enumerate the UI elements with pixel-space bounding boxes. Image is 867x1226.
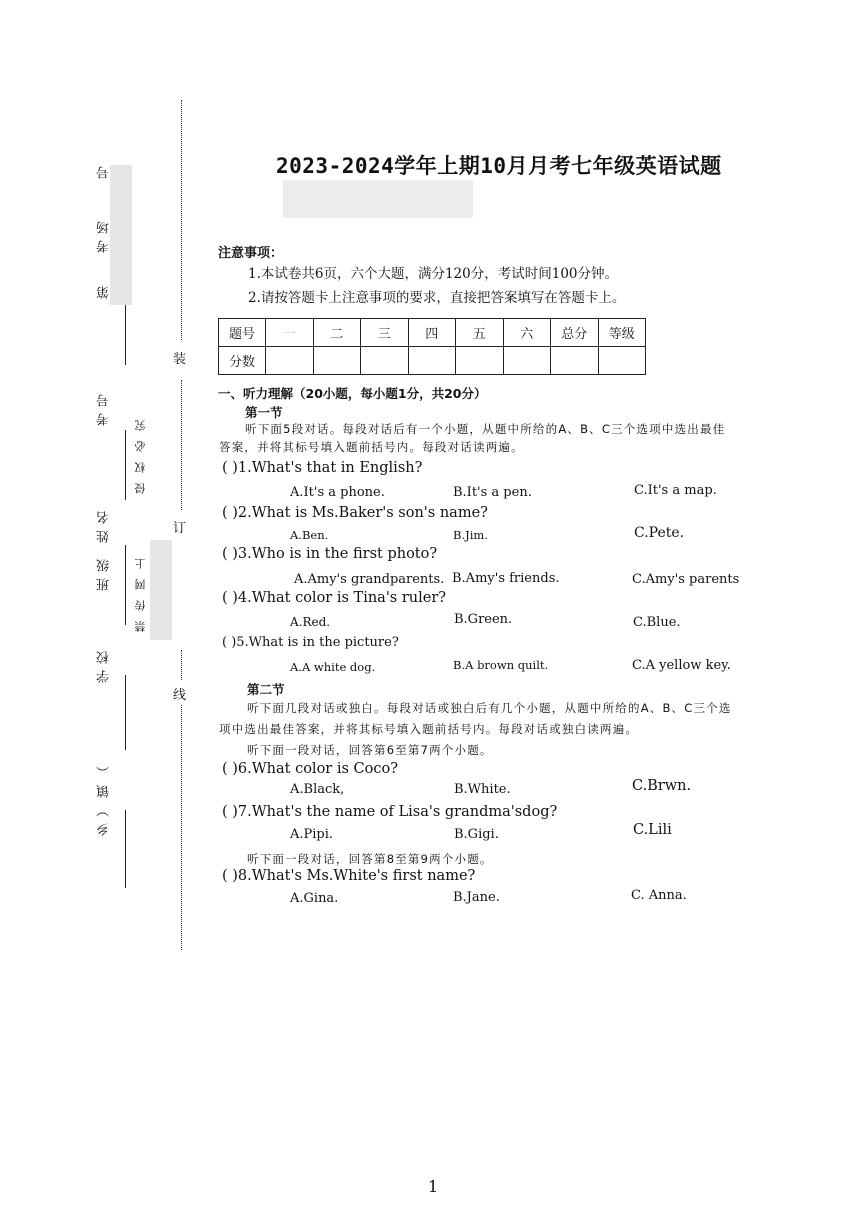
- part-1-instruction-1: 听下面5段对话。每段对话后有一个小题，从题中所给的A、B、C三个选项中选出最佳: [245, 422, 726, 436]
- di-label: 第: [97, 280, 112, 299]
- margin-rule-1: [125, 305, 126, 365]
- class-name-label: 班级 姓名: [97, 505, 112, 592]
- q8-option-a: A.Gina.: [290, 891, 339, 906]
- margin-redaction-2: [150, 540, 172, 640]
- question-3: ( )3.Who is in the first photo?: [222, 546, 438, 562]
- question-1: ( )1.What's that in English?: [222, 460, 423, 476]
- q6-option-a: A.Black,: [290, 782, 345, 797]
- score-cell: [361, 347, 409, 375]
- score-cell: [598, 347, 646, 375]
- q7-option-a: A.Pipi.: [290, 827, 334, 842]
- q5-option-a: A.A white dog.: [290, 660, 376, 674]
- warning-label-1: 侵权必究: [134, 410, 147, 494]
- q7-option-c: C.Lili: [633, 822, 672, 838]
- exam-room-label: 考场: [97, 215, 112, 253]
- section-1-heading: 一、听力理解（20小题，每小题1分，共20分）: [218, 386, 487, 401]
- score-cell: [408, 347, 456, 375]
- town-label: 乡）镇（: [97, 760, 112, 836]
- score-cell: [456, 347, 504, 375]
- q5-option-b: B.A brown quilt.: [453, 658, 549, 672]
- question-2: ( )2.What is Ms.Baker's son's name?: [222, 505, 488, 521]
- candidate-no-label: 考号: [97, 388, 112, 426]
- margin-rule-3: [125, 545, 126, 625]
- question-4: ( )4.What color is Tina's ruler?: [222, 590, 447, 606]
- zhuang-label: 装: [173, 352, 187, 367]
- q6-option-c: C.Brwn.: [632, 778, 692, 794]
- score-table-header-row: [219, 319, 646, 347]
- q1-option-c: C.It's a map.: [634, 483, 717, 498]
- q1-option-a: A.It's a phone.: [290, 485, 385, 500]
- question-8: ( )8.What's Ms.White's first name?: [222, 868, 476, 884]
- exam-no-label: 号: [97, 160, 112, 179]
- q6-option-b: B.White.: [454, 782, 511, 797]
- q3-option-b: B.Amy's friends.: [452, 571, 560, 586]
- binding-dotted-line-lower: [181, 650, 182, 680]
- margin-rule-2: [125, 430, 126, 500]
- ding-label: 订: [173, 521, 187, 536]
- q3-option-a: A.Amy's grandparents.: [294, 572, 445, 587]
- binding-dotted-line-bottom: [181, 705, 182, 950]
- score-header-cell: 题号: [219, 319, 266, 347]
- q2-option-b: B.Jim.: [453, 528, 488, 542]
- score-header-cell: 总分: [551, 319, 599, 347]
- part-1-instruction-2: 答案，并将其标号填入题前括号内。每段对话读两遍。: [219, 440, 524, 454]
- notes-heading: 注意事项：: [218, 246, 284, 261]
- score-header-text-1: 一: [282, 327, 296, 342]
- score-header-cell: 三: [361, 319, 409, 347]
- score-row-label: 分数: [219, 347, 266, 375]
- q7-option-b: B.Gigi.: [454, 827, 499, 842]
- q8-option-b: B.Jane.: [453, 890, 500, 905]
- question-7: ( )7.What's the name of Lisa's grandma'sdog?: [222, 804, 558, 820]
- score-cell: [313, 347, 361, 375]
- part-2-instruction-2: 项中选出最佳答案，并将其标号填入题前括号内。每段对话或独白读两遍。: [219, 722, 639, 736]
- margin-rule-5: [125, 810, 126, 888]
- part-2-heading: 第二节: [247, 682, 285, 697]
- xian-label: 线: [173, 688, 187, 703]
- score-header-cell: 四: [408, 319, 456, 347]
- page-title: 2023-2024学年上期10月月考七年级英语试题: [276, 154, 722, 178]
- question-6: ( )6.What color is Coco?: [222, 761, 398, 777]
- warning-label-2: 禁传网上: [134, 548, 147, 632]
- q8-option-c: C. Anna.: [631, 888, 687, 903]
- score-header-cell: 等级: [598, 319, 646, 347]
- binding-dotted-line-middle: [181, 380, 182, 510]
- q2-option-a: A.Ben.: [290, 528, 329, 542]
- part-1-heading: 第一节: [245, 405, 283, 420]
- q5-option-c: C.A yellow key.: [632, 658, 731, 673]
- score-cell: [503, 347, 551, 375]
- dialog-8-9-instruction: 听下面一段对话，回答第8至第9两个小题。: [247, 852, 493, 866]
- score-cell: [266, 347, 314, 375]
- score-table: [218, 318, 646, 375]
- question-5: ( )5.What is in the picture?: [222, 635, 399, 650]
- q2-option-c: C.Pete.: [634, 525, 685, 541]
- page-number: 1: [428, 1177, 439, 1196]
- score-header-cell: 五: [456, 319, 504, 347]
- margin-rule-4: [125, 675, 126, 750]
- blurred-subtitle: [283, 180, 473, 218]
- note-item-2: 2.请按答题卡上注意事项的要求，直接把答案填写在答题卡上。: [248, 290, 626, 306]
- binding-dotted-line-top: [181, 100, 182, 340]
- note-item-1: 1.本试卷共6页，六个大题，满分120分，考试时间100分钟。: [248, 266, 619, 282]
- q4-option-b: B.Green.: [454, 612, 513, 627]
- q1-option-b: B.It's a pen.: [453, 485, 532, 500]
- dialog-6-7-instruction: 听下面一段对话，回答第6至第7两个小题。: [247, 743, 493, 757]
- score-header-cell: [266, 319, 314, 347]
- score-header-cell: 六: [503, 319, 551, 347]
- q3-option-c: C.Amy's parents: [632, 572, 740, 587]
- part-2-instruction-1: 听下面几段对话或独白。每段对话或独白后有几个小题，从题中所给的A、B、C三个选: [247, 701, 732, 715]
- score-table-score-row: [219, 347, 646, 375]
- score-cell: [551, 347, 599, 375]
- q4-option-c: C.Blue.: [633, 615, 681, 630]
- score-header-cell: 二: [313, 319, 361, 347]
- school-label: 学校: [97, 645, 112, 683]
- q4-option-a: A.Red.: [290, 615, 331, 629]
